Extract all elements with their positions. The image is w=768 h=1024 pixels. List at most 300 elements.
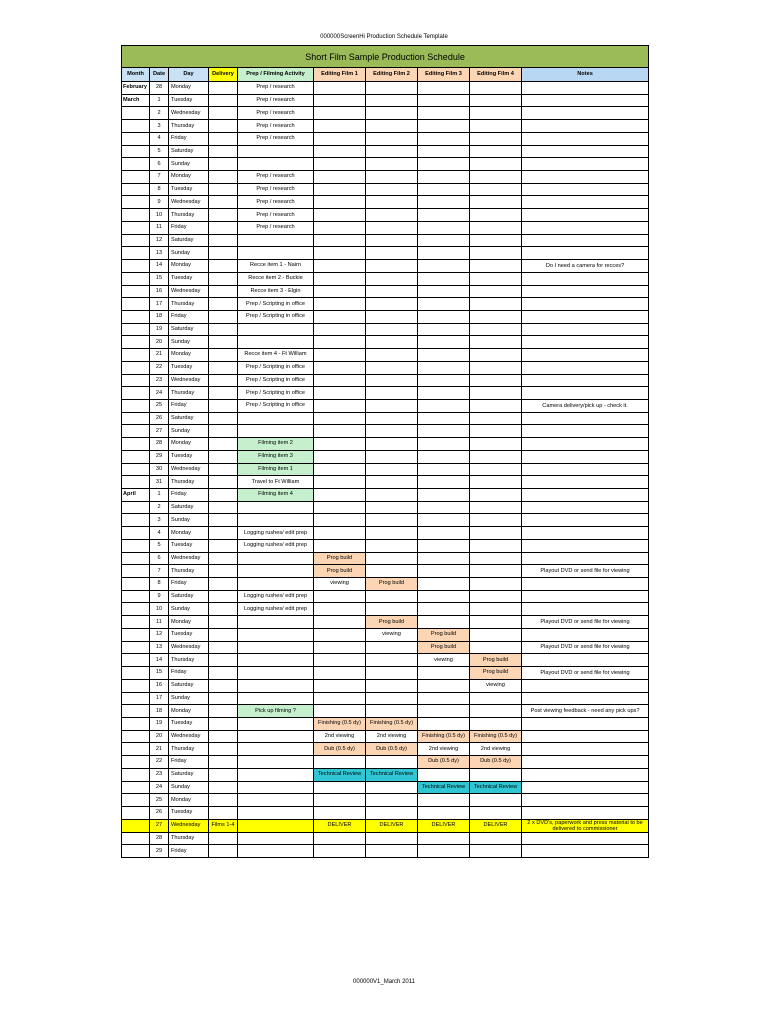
editing-film-3-cell — [418, 247, 470, 260]
date-cell: 26 — [150, 806, 169, 819]
editing-film-4-cell — [470, 374, 522, 387]
editing-film-3-cell — [418, 107, 470, 120]
editing-film-1-cell — [314, 641, 366, 654]
date-cell: 10 — [150, 209, 169, 222]
editing-film-1-cell: viewing — [314, 578, 366, 591]
day-cell: Saturday — [169, 234, 209, 247]
editing-film-4-cell — [470, 438, 522, 451]
notes-cell: Post viewing feedback - need any pick ups? — [522, 705, 649, 718]
prep-activity-cell: Prep / research — [238, 107, 314, 120]
prep-activity-cell: Filming item 2 — [238, 438, 314, 451]
day-cell: Thursday — [169, 298, 209, 311]
day-cell: Tuesday — [169, 628, 209, 641]
delivery-cell — [209, 310, 238, 323]
editing-film-4-cell: Prog build — [470, 654, 522, 667]
table-row — [122, 552, 649, 565]
day-cell: Sunday — [169, 603, 209, 616]
editing-film-1-cell — [314, 349, 366, 362]
table-row — [122, 387, 649, 400]
prep-activity-cell — [238, 819, 314, 832]
prep-activity-cell: Prep / research — [238, 209, 314, 222]
editing-film-2-cell — [366, 514, 418, 527]
editing-film-1-cell — [314, 450, 366, 463]
table-row — [122, 145, 649, 158]
prep-activity-cell: Prep / research — [238, 183, 314, 196]
date-cell: 8 — [150, 183, 169, 196]
prep-activity-cell: Prep / research — [238, 196, 314, 209]
notes-cell — [522, 234, 649, 247]
editing-film-1-cell — [314, 285, 366, 298]
date-cell: 20 — [150, 730, 169, 743]
day-cell: Tuesday — [169, 539, 209, 552]
delivery-cell — [209, 463, 238, 476]
table-row — [122, 628, 649, 641]
month-cell — [122, 196, 150, 209]
date-cell: 17 — [150, 692, 169, 705]
delivery-cell — [209, 705, 238, 718]
editing-film-4-cell — [470, 310, 522, 323]
day-cell: Monday — [169, 260, 209, 273]
editing-film-2-cell — [366, 196, 418, 209]
prep-activity-cell — [238, 501, 314, 514]
prep-activity-cell: Prep / research — [238, 221, 314, 234]
notes-cell — [522, 463, 649, 476]
month-cell — [122, 514, 150, 527]
day-cell: Wednesday — [169, 819, 209, 832]
month-cell — [122, 120, 150, 133]
notes-cell: Playout DVD or send file for viewing — [522, 641, 649, 654]
day-cell: Monday — [169, 616, 209, 629]
prep-activity-cell — [238, 756, 314, 769]
month-cell — [122, 183, 150, 196]
editing-film-4-cell: Finishing (0.5 dy) — [470, 730, 522, 743]
editing-film-4-cell — [470, 349, 522, 362]
editing-film-3-cell — [418, 527, 470, 540]
notes-cell — [522, 539, 649, 552]
date-cell: 24 — [150, 781, 169, 794]
editing-film-1-cell — [314, 221, 366, 234]
month-cell — [122, 285, 150, 298]
month-cell — [122, 323, 150, 336]
date-cell: 25 — [150, 399, 169, 412]
delivery-cell — [209, 196, 238, 209]
editing-film-2-cell — [366, 374, 418, 387]
delivery-cell — [209, 654, 238, 667]
delivery-cell — [209, 489, 238, 502]
delivery-cell — [209, 565, 238, 578]
editing-film-2-cell — [366, 463, 418, 476]
prep-activity-cell: Prep / Scripting in office — [238, 374, 314, 387]
notes-cell — [522, 476, 649, 489]
table-row — [122, 756, 649, 769]
editing-film-3-cell — [418, 272, 470, 285]
editing-film-1-cell — [314, 107, 366, 120]
editing-film-2-cell — [366, 438, 418, 451]
notes-cell — [522, 845, 649, 858]
prep-activity-cell: Travel to Ft William — [238, 476, 314, 489]
date-cell: 10 — [150, 603, 169, 616]
editing-film-2-cell — [366, 310, 418, 323]
editing-film-1-cell — [314, 539, 366, 552]
month-cell — [122, 349, 150, 362]
notes-cell — [522, 692, 649, 705]
date-cell: 15 — [150, 667, 169, 680]
prep-activity-cell: Prep / Scripting in office — [238, 298, 314, 311]
table-row — [122, 425, 649, 438]
date-cell: 31 — [150, 476, 169, 489]
delivery-cell — [209, 501, 238, 514]
day-cell: Wednesday — [169, 641, 209, 654]
day-cell: Tuesday — [169, 717, 209, 730]
date-cell: 9 — [150, 590, 169, 603]
delivery-cell — [209, 794, 238, 807]
delivery-cell — [209, 552, 238, 565]
delivery-cell — [209, 336, 238, 349]
month-cell — [122, 628, 150, 641]
table-row — [122, 120, 649, 133]
editing-film-3-cell — [418, 171, 470, 184]
prep-activity-cell — [238, 641, 314, 654]
prep-activity-cell — [238, 730, 314, 743]
table-row — [122, 565, 649, 578]
date-cell: 29 — [150, 450, 169, 463]
editing-film-3-cell — [418, 438, 470, 451]
date-cell: 18 — [150, 705, 169, 718]
editing-film-2-cell: Dub (0.5 dy) — [366, 743, 418, 756]
delivery-cell — [209, 145, 238, 158]
delivery-cell — [209, 120, 238, 133]
day-cell: Thursday — [169, 565, 209, 578]
editing-film-4-cell — [470, 120, 522, 133]
schedule-title: Short Film Sample Production Schedule — [122, 46, 649, 68]
delivery-cell — [209, 527, 238, 540]
month-cell — [122, 438, 150, 451]
editing-film-2-cell — [366, 234, 418, 247]
day-cell: Monday — [169, 438, 209, 451]
day-cell: Thursday — [169, 654, 209, 667]
table-row — [122, 476, 649, 489]
prep-activity-cell — [238, 514, 314, 527]
editing-film-4-cell — [470, 183, 522, 196]
date-cell: 28 — [150, 832, 169, 845]
notes-cell: Playout DVD or send file for viewing — [522, 667, 649, 680]
month-cell: April — [122, 489, 150, 502]
delivery-cell — [209, 514, 238, 527]
delivery-cell — [209, 476, 238, 489]
prep-activity-cell — [238, 323, 314, 336]
editing-film-4-cell — [470, 234, 522, 247]
day-cell: Monday — [169, 527, 209, 540]
prep-activity-cell — [238, 336, 314, 349]
editing-film-1-cell — [314, 82, 366, 95]
editing-film-4-cell — [470, 768, 522, 781]
table-row — [122, 132, 649, 145]
column-header-editing-film-1: Editing Film 1 — [314, 68, 366, 82]
month-cell — [122, 387, 150, 400]
table-row — [122, 679, 649, 692]
prep-activity-cell: Pick up filming ? — [238, 705, 314, 718]
month-cell — [122, 565, 150, 578]
table-row — [122, 667, 649, 680]
date-cell: 3 — [150, 120, 169, 133]
notes-cell — [522, 298, 649, 311]
editing-film-3-cell — [418, 209, 470, 222]
prep-activity-cell: Recce item 2 - Buckie — [238, 272, 314, 285]
delivery-cell — [209, 374, 238, 387]
table-row — [122, 310, 649, 323]
editing-film-4-cell — [470, 832, 522, 845]
editing-film-4-cell — [470, 692, 522, 705]
month-cell — [122, 107, 150, 120]
editing-film-4-cell: Dub (0.5 dy) — [470, 756, 522, 769]
day-cell: Friday — [169, 845, 209, 858]
prep-activity-cell: Prep / Scripting in office — [238, 399, 314, 412]
table-row — [122, 692, 649, 705]
date-cell: 5 — [150, 145, 169, 158]
day-cell: Wednesday — [169, 730, 209, 743]
prep-activity-cell: Logging rushes/ edit prep — [238, 590, 314, 603]
editing-film-1-cell — [314, 374, 366, 387]
editing-film-4-cell — [470, 145, 522, 158]
day-cell: Thursday — [169, 832, 209, 845]
day-cell: Sunday — [169, 247, 209, 260]
month-cell — [122, 501, 150, 514]
month-cell — [122, 539, 150, 552]
editing-film-1-cell — [314, 692, 366, 705]
notes-cell — [522, 527, 649, 540]
table-row — [122, 603, 649, 616]
editing-film-3-cell — [418, 260, 470, 273]
editing-film-2-cell — [366, 832, 418, 845]
editing-film-2-cell — [366, 221, 418, 234]
delivery-cell — [209, 209, 238, 222]
editing-film-2-cell — [366, 667, 418, 680]
notes-cell — [522, 552, 649, 565]
editing-film-1-cell — [314, 183, 366, 196]
date-cell: 3 — [150, 514, 169, 527]
table-row — [122, 590, 649, 603]
editing-film-4-cell — [470, 489, 522, 502]
editing-film-1-cell: 2nd viewing — [314, 730, 366, 743]
month-cell — [122, 603, 150, 616]
delivery-cell — [209, 361, 238, 374]
editing-film-3-cell — [418, 501, 470, 514]
notes-cell — [522, 94, 649, 107]
prep-activity-cell: Logging rushes/ edit prep — [238, 603, 314, 616]
editing-film-3-cell — [418, 94, 470, 107]
date-cell: 2 — [150, 501, 169, 514]
editing-film-3-cell — [418, 806, 470, 819]
table-row — [122, 768, 649, 781]
day-cell: Wednesday — [169, 285, 209, 298]
notes-cell — [522, 768, 649, 781]
prep-activity-cell — [238, 743, 314, 756]
editing-film-4-cell — [470, 132, 522, 145]
editing-film-4-cell — [470, 514, 522, 527]
prep-activity-cell — [238, 832, 314, 845]
table-row — [122, 654, 649, 667]
day-cell: Tuesday — [169, 272, 209, 285]
editing-film-2-cell — [366, 399, 418, 412]
editing-film-2-cell: DELIVER — [366, 819, 418, 832]
table-row — [122, 489, 649, 502]
month-cell — [122, 527, 150, 540]
editing-film-2-cell — [366, 603, 418, 616]
editing-film-2-cell — [366, 132, 418, 145]
editing-film-4-cell — [470, 107, 522, 120]
delivery-cell — [209, 247, 238, 260]
editing-film-4-cell — [470, 450, 522, 463]
delivery-cell — [209, 298, 238, 311]
date-cell: 6 — [150, 552, 169, 565]
editing-film-2-cell — [366, 158, 418, 171]
notes-cell — [522, 310, 649, 323]
editing-film-2-cell — [366, 183, 418, 196]
prep-activity-cell: Prep / research — [238, 120, 314, 133]
editing-film-1-cell — [314, 272, 366, 285]
editing-film-1-cell — [314, 158, 366, 171]
table-row — [122, 463, 649, 476]
editing-film-1-cell — [314, 94, 366, 107]
column-header-delivery: Delivery — [209, 68, 238, 82]
day-cell: Wednesday — [169, 552, 209, 565]
delivery-cell — [209, 285, 238, 298]
editing-film-1-cell: Prog build — [314, 565, 366, 578]
editing-film-1-cell: Dub (0.5 dy) — [314, 743, 366, 756]
editing-film-2-cell — [366, 539, 418, 552]
column-header-day: Day — [169, 68, 209, 82]
editing-film-2-cell — [366, 527, 418, 540]
editing-film-3-cell — [418, 450, 470, 463]
editing-film-3-cell — [418, 692, 470, 705]
delivery-cell — [209, 158, 238, 171]
editing-film-4-cell — [470, 527, 522, 540]
date-cell: 22 — [150, 361, 169, 374]
date-cell: 27 — [150, 819, 169, 832]
table-row — [122, 183, 649, 196]
editing-film-2-cell — [366, 425, 418, 438]
date-cell: 19 — [150, 717, 169, 730]
month-cell — [122, 260, 150, 273]
editing-film-2-cell — [366, 272, 418, 285]
month-cell — [122, 361, 150, 374]
editing-film-1-cell — [314, 298, 366, 311]
prep-activity-cell — [238, 158, 314, 171]
table-row — [122, 514, 649, 527]
notes-cell — [522, 158, 649, 171]
month-cell: March — [122, 94, 150, 107]
month-cell — [122, 768, 150, 781]
notes-cell — [522, 806, 649, 819]
notes-cell — [522, 132, 649, 145]
day-cell: Sunday — [169, 336, 209, 349]
editing-film-2-cell — [366, 654, 418, 667]
editing-film-1-cell — [314, 654, 366, 667]
day-cell: Wednesday — [169, 196, 209, 209]
delivery-cell — [209, 132, 238, 145]
editing-film-3-cell: viewing — [418, 654, 470, 667]
editing-film-3-cell — [418, 679, 470, 692]
table-row — [122, 285, 649, 298]
editing-film-2-cell — [366, 361, 418, 374]
day-cell: Monday — [169, 794, 209, 807]
table-row — [122, 107, 649, 120]
table-row — [122, 578, 649, 591]
editing-film-4-cell — [470, 412, 522, 425]
editing-film-4-cell — [470, 463, 522, 476]
date-cell: 19 — [150, 323, 169, 336]
editing-film-2-cell — [366, 794, 418, 807]
prep-activity-cell — [238, 667, 314, 680]
date-cell: 15 — [150, 272, 169, 285]
editing-film-1-cell — [314, 794, 366, 807]
editing-film-4-cell — [470, 603, 522, 616]
prep-activity-cell: Prep / research — [238, 82, 314, 95]
delivery-cell — [209, 628, 238, 641]
day-cell: Monday — [169, 349, 209, 362]
month-cell — [122, 819, 150, 832]
date-cell: 1 — [150, 489, 169, 502]
editing-film-3-cell — [418, 425, 470, 438]
delivery-cell — [209, 82, 238, 95]
editing-film-2-cell — [366, 285, 418, 298]
editing-film-1-cell — [314, 705, 366, 718]
prep-activity-cell — [238, 806, 314, 819]
editing-film-3-cell — [418, 412, 470, 425]
delivery-cell — [209, 260, 238, 273]
editing-film-4-cell — [470, 171, 522, 184]
day-cell: Friday — [169, 489, 209, 502]
editing-film-2-cell — [366, 120, 418, 133]
editing-film-2-cell — [366, 845, 418, 858]
editing-film-2-cell — [366, 590, 418, 603]
editing-film-1-cell — [314, 310, 366, 323]
day-cell: Thursday — [169, 209, 209, 222]
editing-film-3-cell: Dub (0.5 dy) — [418, 756, 470, 769]
prep-activity-cell — [238, 845, 314, 858]
month-cell — [122, 654, 150, 667]
date-cell: 20 — [150, 336, 169, 349]
prep-activity-cell — [238, 234, 314, 247]
editing-film-1-cell — [314, 120, 366, 133]
editing-film-4-cell — [470, 628, 522, 641]
date-cell: 24 — [150, 387, 169, 400]
date-cell: 4 — [150, 132, 169, 145]
date-cell: 25 — [150, 794, 169, 807]
notes-cell — [522, 247, 649, 260]
editing-film-3-cell — [418, 361, 470, 374]
delivery-cell — [209, 438, 238, 451]
notes-cell — [522, 743, 649, 756]
table-row — [122, 171, 649, 184]
notes-cell — [522, 120, 649, 133]
date-cell: 28 — [150, 82, 169, 95]
editing-film-4-cell — [470, 260, 522, 273]
delivery-cell — [209, 781, 238, 794]
notes-cell: 2 x DVD's, paperwork and press material to be delivered to commissioner — [522, 819, 649, 832]
editing-film-2-cell — [366, 94, 418, 107]
editing-film-3-cell — [418, 717, 470, 730]
editing-film-3-cell — [418, 590, 470, 603]
editing-film-1-cell — [314, 196, 366, 209]
editing-film-2-cell — [366, 565, 418, 578]
editing-film-1-cell — [314, 399, 366, 412]
prep-activity-cell — [238, 552, 314, 565]
editing-film-2-cell: viewing — [366, 628, 418, 641]
date-cell: 16 — [150, 679, 169, 692]
editing-film-4-cell — [470, 272, 522, 285]
editing-film-3-cell: 2nd viewing — [418, 743, 470, 756]
